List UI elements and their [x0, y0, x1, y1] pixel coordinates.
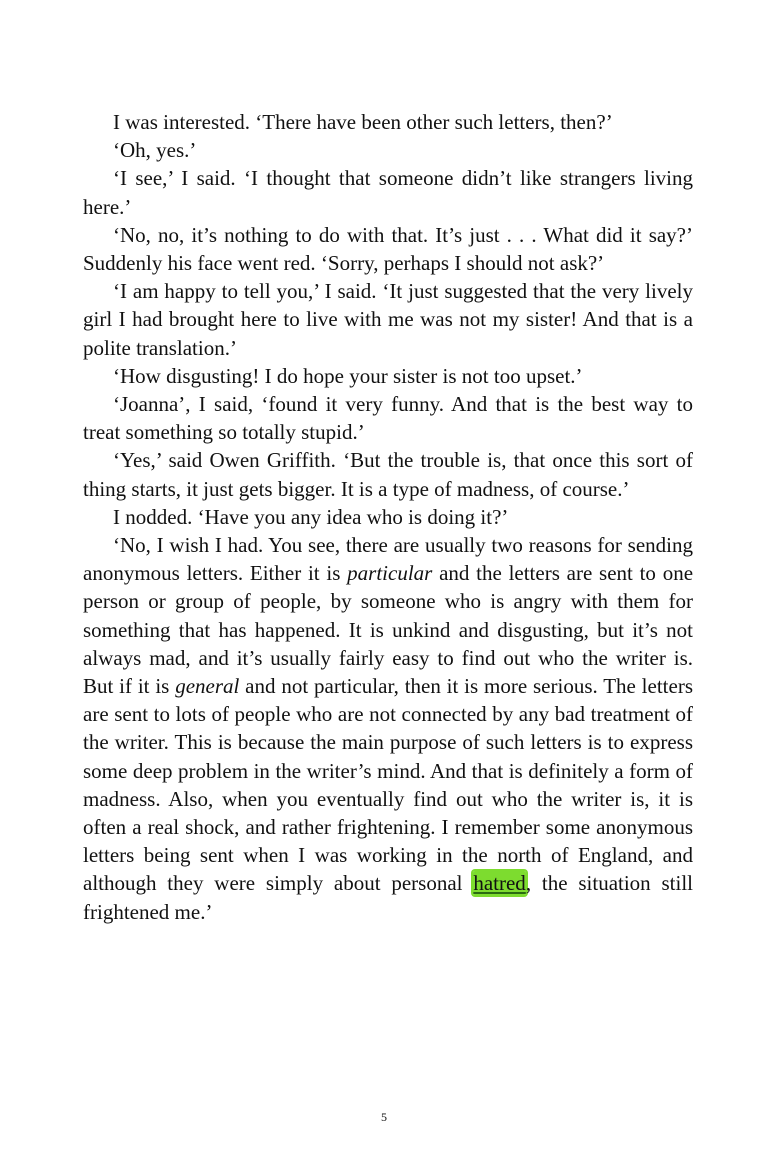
paragraph-8: ‘Yes,’ said Owen Griffith. ‘But the trouble is, that once this sort of thing starts, it just gets bigger. It is a type of madness, of course.’	[83, 448, 693, 501]
page-text	[83, 108, 693, 926]
paragraph-10-part-2: and the letters are sent to one person or group of people, by someone who is angry with them for something that has happened. It is unkind and disgusting, but it’s not always mad, and it’s usually fairly easy to find out who the writer is. But if it is	[83, 561, 694, 699]
paragraph-10-part-1: ‘No, I wish I had. You see, there are usually two reasons for sending anonymous letters. Either it is	[83, 533, 693, 586]
paragraph-7: ‘Joanna’, I said, ‘found it very funny. And that is the best way to treat something so totally stupid.’	[83, 392, 693, 445]
paragraph-10-part-4: , the situation still frightened me.’	[83, 871, 694, 924]
italic-word-general: general	[175, 674, 240, 699]
paragraph-10-part-3: and not particular, then it is more serious. The letters are sent to lots of people who are not connected by any bad treatment of the writer. This is because the main purpose of such letters is to express some deep problem in the writer’s mind. And that is definitely a form of madness. Also, when you eventually find out who the writer is, it is often a real shock, and rather frightening. I remember some anonymous letters being sent when I was working in the north of England, and although they were simply about personal	[83, 674, 693, 896]
paragraph-4: ‘No, no, it’s nothing to do with that. It’s just . . . What did it say?’ Suddenly his face went red. ‘Sorry, perhaps I should not ask?’	[83, 222, 693, 276]
paragraph-6: ‘How disgusting! I do hope your sister is not too upset.’	[113, 363, 583, 388]
page-number: 5	[381, 1110, 387, 1124]
paragraph-10	[83, 531, 693, 926]
paragraph-2: ‘Oh, yes.’	[113, 138, 197, 163]
highlighted-word[interactable]: hatred	[473, 871, 526, 896]
paragraph-1: I was interested. ‘There have been other such letters, then?’	[113, 110, 613, 134]
italic-word-particular: particular	[347, 561, 433, 586]
paragraph-3: ‘I see,’ I said. ‘I thought that someone didn’t like strangers living here.’	[83, 166, 693, 219]
paragraph-5: ‘I am happy to tell you,’ I said. ‘It just suggested that the very lively girl I had brought here to live with me was not my sister! And that is a polite translation.’	[83, 279, 693, 360]
paragraph-9: I nodded. ‘Have you any idea who is doing it?’	[113, 504, 509, 529]
